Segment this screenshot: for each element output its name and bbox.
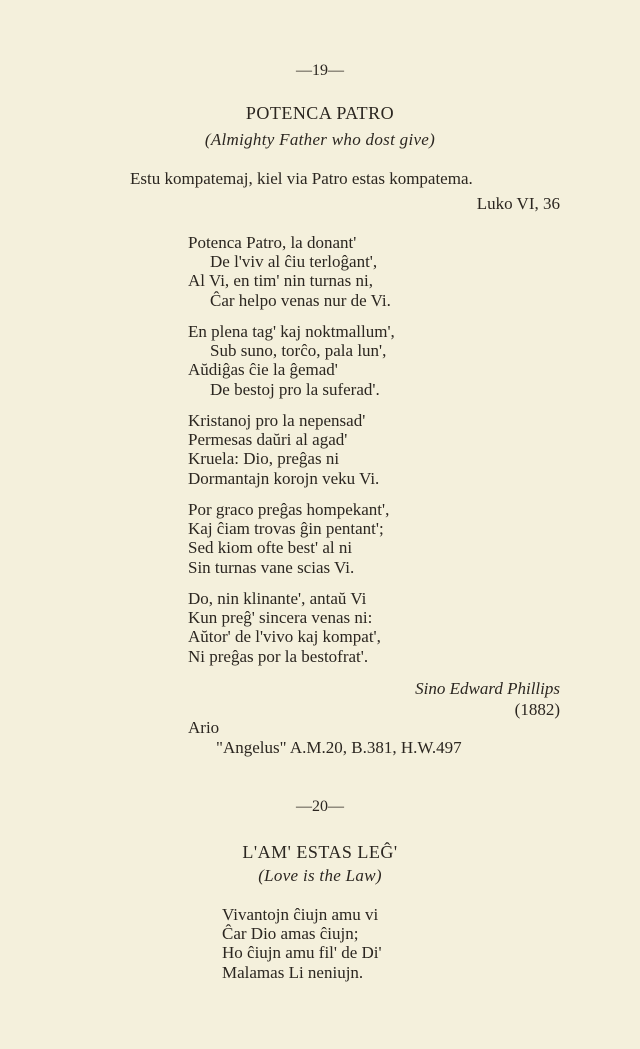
hymn-author: Sino Edward Phillips <box>415 679 560 698</box>
hymn-title: POTENCA PATRO <box>245 103 395 123</box>
verse-line: Aŭtor' de l'vivo kaj kompat', <box>188 627 381 647</box>
verse-line: De l'viv al ĉiu terloĝant', <box>210 252 378 272</box>
page-number-20: —20— <box>296 798 344 815</box>
verse-line: Vivantojn ĉiujn amu vi <box>222 905 379 924</box>
verse-line: Sin turnas vane scias Vi. <box>188 557 355 577</box>
page-number-19: —19— <box>296 62 344 79</box>
hymn-subtitle: (Almighty Father who dost give) <box>204 130 436 149</box>
hymn-year: (1882) <box>514 700 560 719</box>
verse-line: Ho ĉiujn amu fil' de Di' <box>222 943 382 963</box>
verse-line: Malamas Li neniujn. <box>222 962 364 982</box>
tune-label: Ario <box>188 718 220 737</box>
verse-line: De bestoj pro la suferad'. <box>210 379 380 399</box>
verse-line: Al Vi, en tim' nin turnas ni, <box>188 271 373 291</box>
stanza-3 <box>188 411 379 488</box>
verse-line: Ĉar Dio amas ĉiujn; <box>222 924 359 944</box>
stanza-5 <box>188 589 381 666</box>
verse-line: Sub suno, torĉo, pala lun', <box>210 341 387 361</box>
stanza-1 <box>188 233 391 310</box>
hymn-title: L'AM' ESTAS LEĜ' <box>242 842 398 862</box>
verse-line: Aŭdiĝas ĉie la ĝemad' <box>188 360 338 380</box>
verse-line: Kun preĝ' sincera venas ni: <box>188 608 373 628</box>
verse-line: Do, nin klinante', antaŭ Vi <box>188 589 367 608</box>
verse-line: Ĉar helpo venas nur de Vi. <box>210 290 391 310</box>
verse-line: En plena tag' kaj noktmallum', <box>188 322 395 341</box>
scripture-reference: Luko VI, 36 <box>476 194 560 213</box>
verse-line: Ni preĝas por la bestofrat'. <box>188 646 369 666</box>
stanza-2 <box>188 322 395 399</box>
verse-line: Kruela: Dio, preĝas ni <box>188 449 340 469</box>
verse-line: Sed kiom ofte best' al ni <box>188 538 353 558</box>
stanza-1 <box>222 905 382 982</box>
epigraph: Estu kompatemaj, kiel via Patro estas kompatema. <box>130 169 473 188</box>
verse-line: Por graco preĝas hompekant', <box>188 500 390 519</box>
tune-name: "Angelus" A.M.20, B.381, H.W.497 <box>216 738 462 757</box>
verse-line: Potenca Patro, la donant' <box>188 233 357 252</box>
verse-line: Kaj ĉiam trovas ĝin pentant'; <box>188 519 384 539</box>
hymn-subtitle: (Love is the Law) <box>258 866 382 885</box>
verse-line: Permesas daŭri al agad' <box>188 430 348 450</box>
stanza-4 <box>188 500 389 577</box>
verse-line: Dormantajn korojn veku Vi. <box>188 468 380 488</box>
verse-line: Kristanoj pro la nepensad' <box>188 411 366 430</box>
